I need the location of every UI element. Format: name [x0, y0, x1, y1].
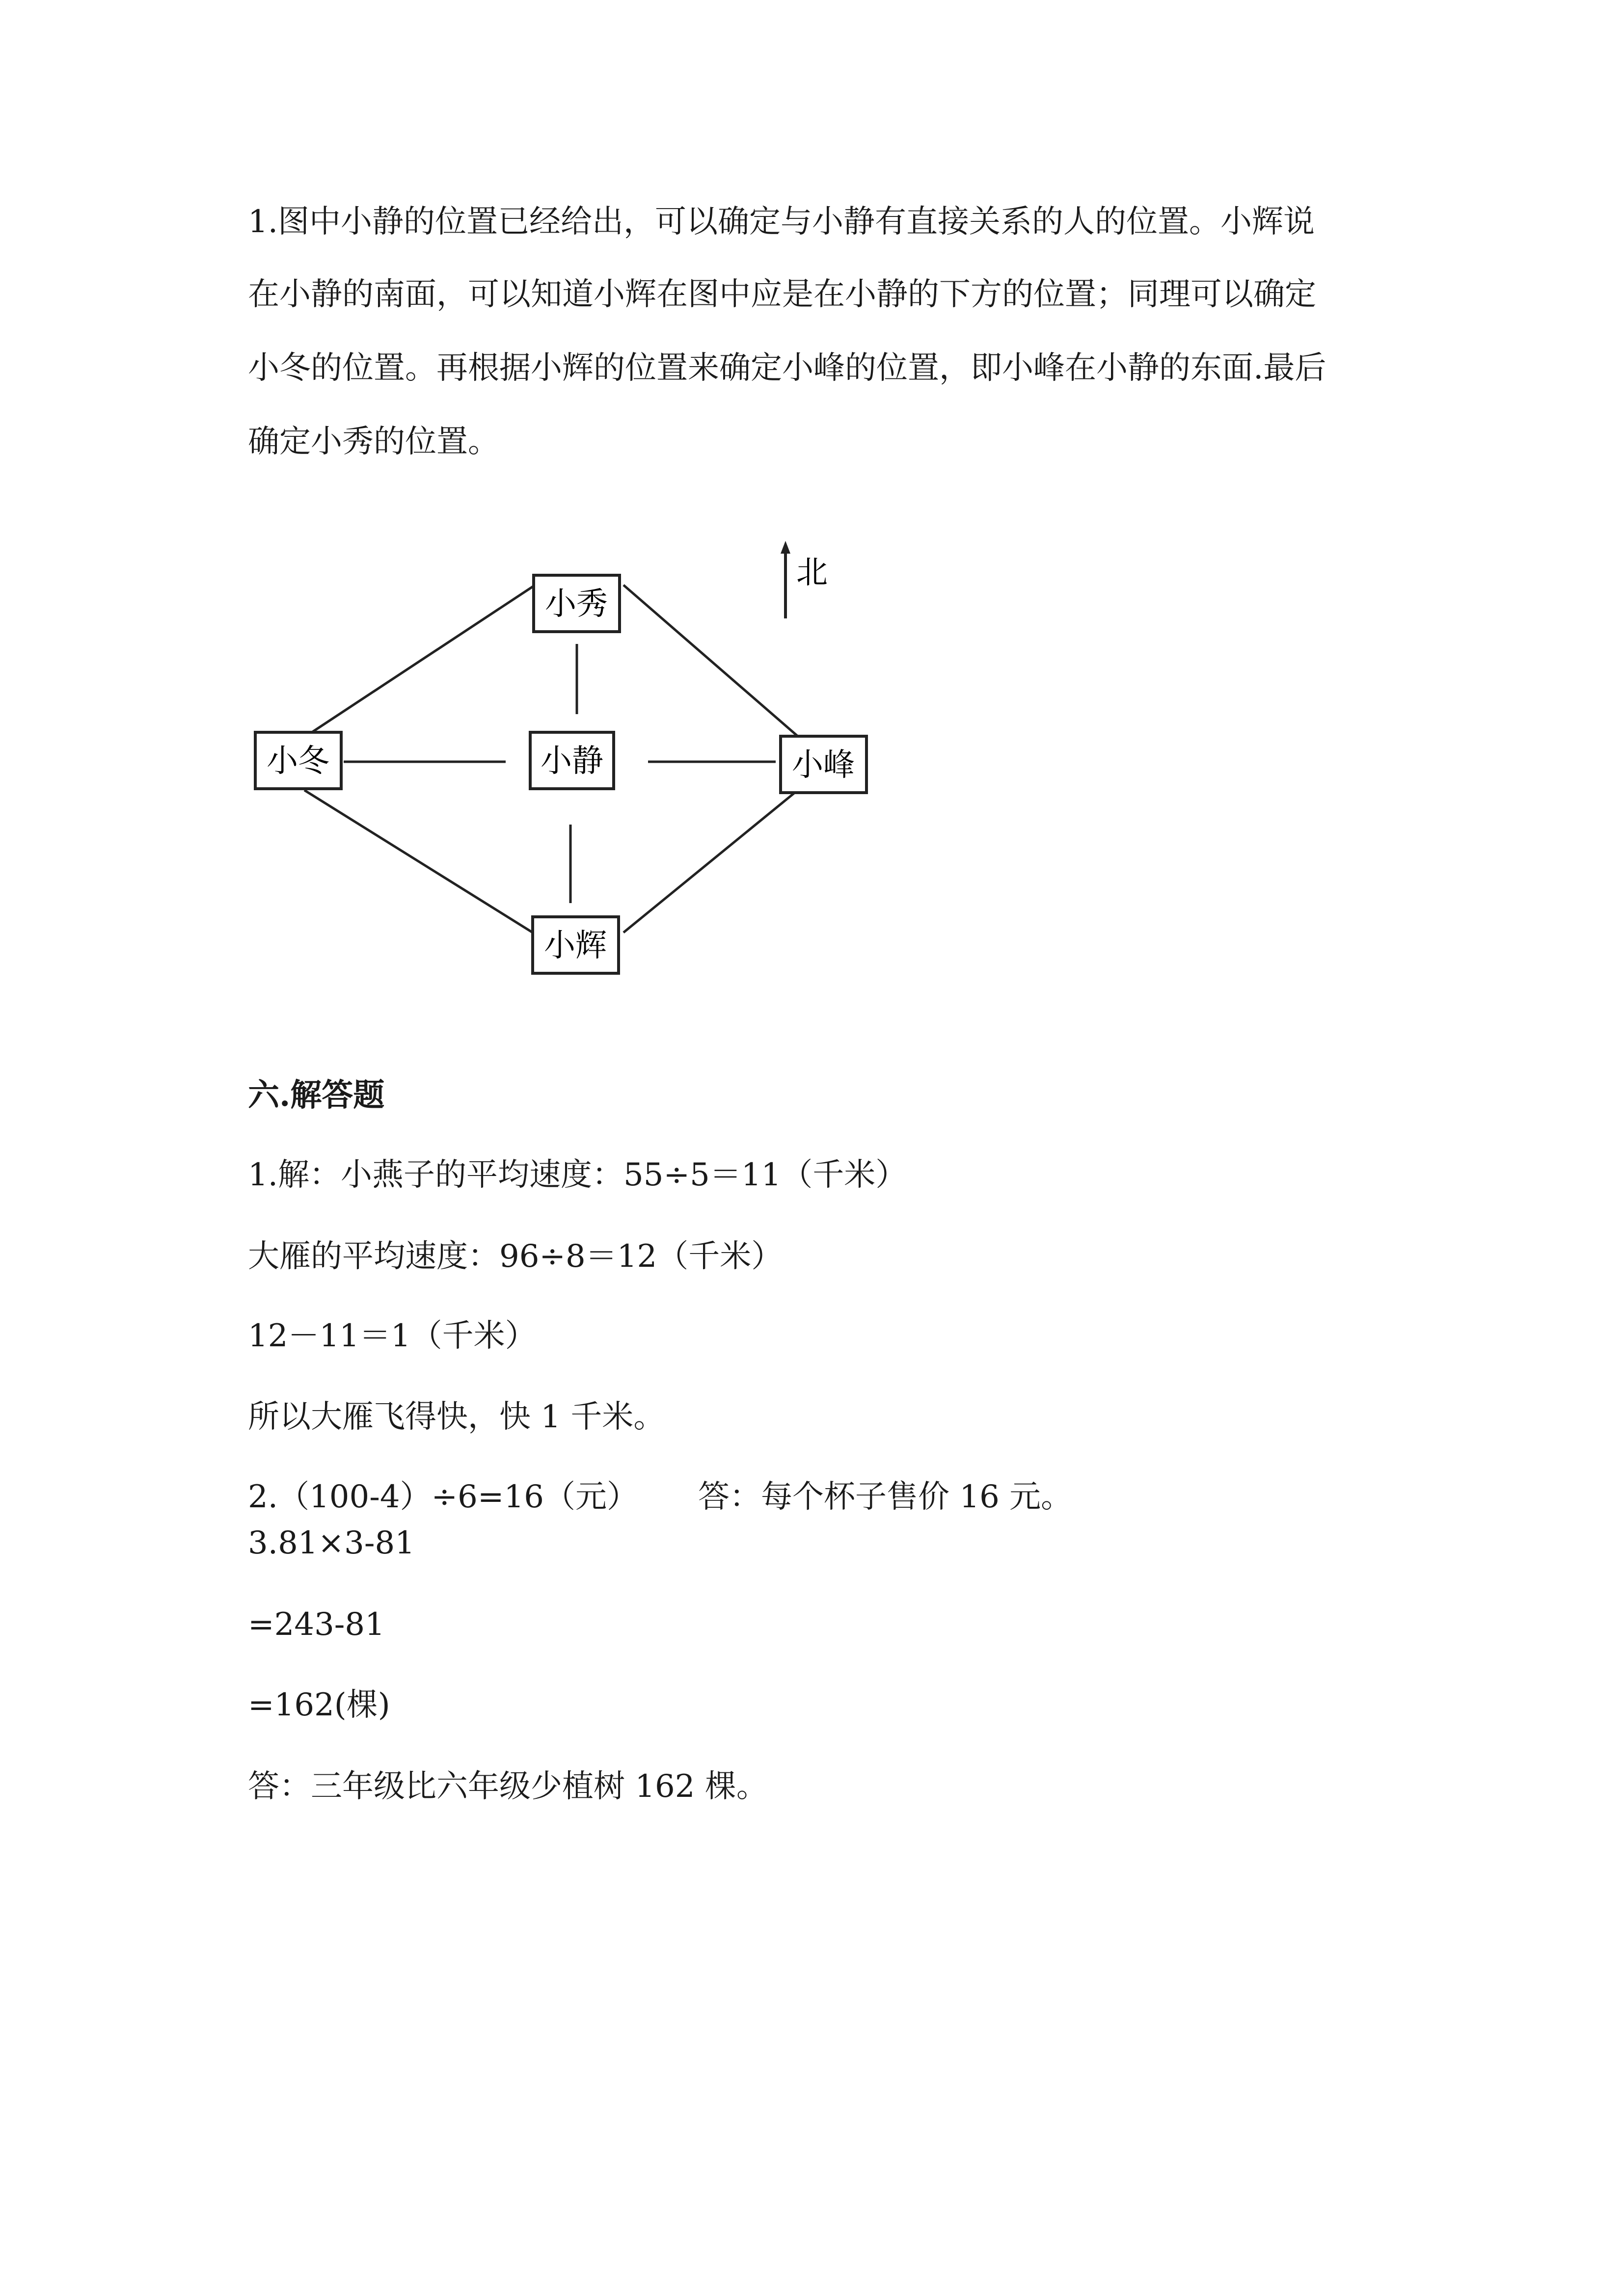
answer-line-4: 所以大雁飞得快，快 1 千米。	[248, 1399, 665, 1435]
position-diagram	[245, 530, 933, 982]
answer-line-2: 大雁的平均速度：96÷8＝12（千米）	[248, 1238, 783, 1275]
node-center	[530, 732, 614, 789]
section-heading: 六.解答题	[248, 1077, 385, 1114]
node-right	[781, 736, 866, 793]
answer-line-7: =243-81	[248, 1606, 385, 1643]
position-diagram-svg	[245, 530, 933, 982]
answer-line-3: 12－11＝1（千米）	[248, 1318, 537, 1354]
node-left	[255, 732, 341, 789]
answer-line-9: 答：三年级比六年级少植树 162 棵。	[248, 1768, 768, 1805]
node-bottom-label: 小辉	[544, 928, 607, 964]
edge-top-right	[623, 585, 798, 736]
explanation-line-4: 确定小秀的位置。	[248, 424, 499, 460]
answer-line-5: 2.（100-4）÷6=16（元） 答：每个杯子售价 16 元。	[248, 1479, 1073, 1515]
node-right-label: 小峰	[792, 747, 855, 783]
edge-top-left	[304, 585, 535, 737]
answer-line-8: =162(棵)	[248, 1687, 390, 1723]
north-label: 北	[796, 555, 828, 591]
explanation-line-1: 1.图中小静的位置已经给出，可以确定与小静有直接关系的人的位置。小辉说	[248, 204, 1315, 240]
edge-left-bottom	[304, 790, 533, 933]
answer-line-1: 1.解：小燕子的平均速度：55÷5＝11（千米）	[248, 1157, 907, 1193]
answer-line-6: 3.81×3-81	[248, 1525, 415, 1561]
node-left-label: 小冬	[267, 743, 329, 779]
north-arrow-icon	[781, 541, 790, 618]
node-top	[534, 575, 620, 632]
node-top-label: 小秀	[545, 586, 608, 622]
explanation-line-2: 在小静的南面，可以知道小辉在图中应是在小静的下方的位置；同理可以确定	[248, 276, 1316, 313]
node-center-label: 小静	[541, 743, 603, 779]
edge-right-bottom	[623, 790, 798, 933]
node-bottom	[533, 917, 619, 973]
explanation-line-3: 小冬的位置。再根据小辉的位置来确定小峰的位置，即小峰在小静的东面.最后	[248, 350, 1326, 386]
